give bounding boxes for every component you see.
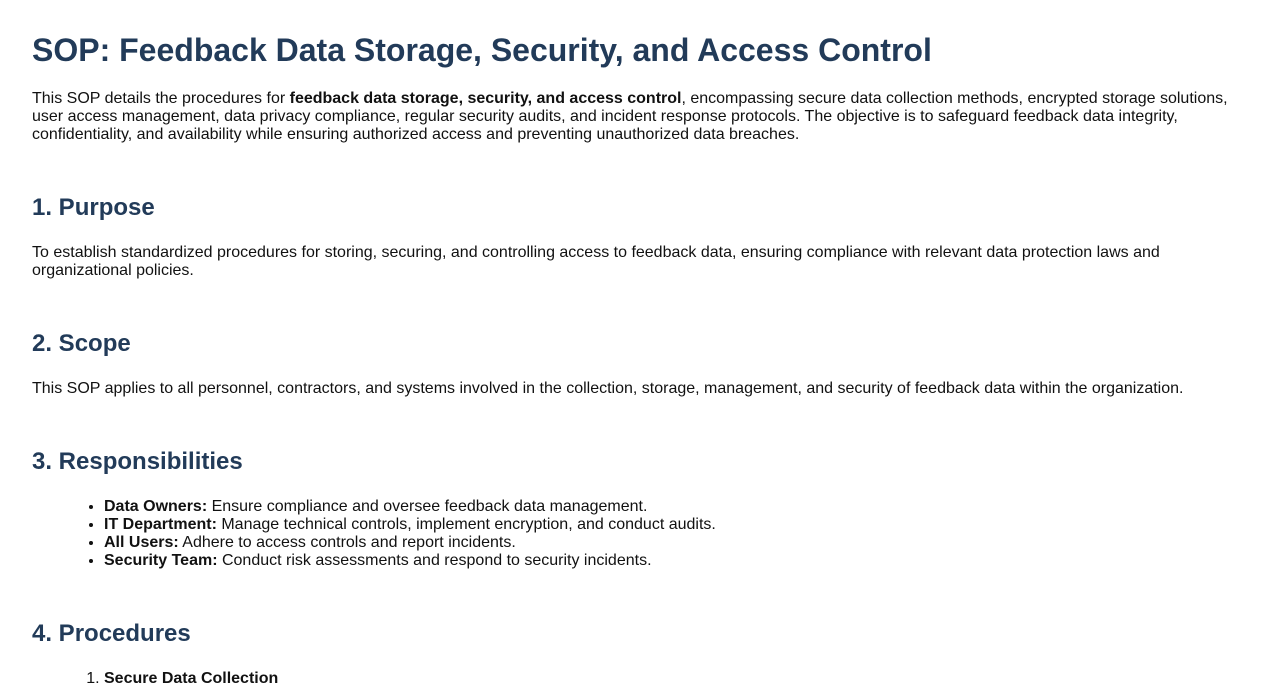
intro-text-after: , encompassing secure data collection methods, encrypted storage solutions, user access management, data privacy compliance, regular security audits, and incident response protocols. The objective is to safeguard feedback data integrity, confidentiality, and availability while ensuring authorized access and preventing unauthorized data breaches. [32, 90, 1228, 143]
role-label: Data Owners: [104, 498, 208, 515]
list-item [104, 516, 1231, 534]
list-item [104, 670, 1231, 688]
role-label: All Users: [104, 534, 179, 551]
section-heading-scope: 2. Scope [32, 330, 131, 357]
section-heading-purpose: 1. Purpose [32, 194, 155, 221]
role-description: Ensure compliance and oversee feedback data management. [207, 498, 648, 515]
purpose-text: To establish standardized procedures for storing, securing, and controlling access to feedback data, ensuring compliance with relevant data protection laws and organizational policies. [32, 244, 1160, 279]
intro-text-bold: feedback data storage, security, and access control [289, 90, 682, 107]
role-description: Adhere to access controls and report incidents. [178, 534, 516, 551]
intro-paragraph [32, 90, 1231, 144]
intro-text-before: This SOP details the procedures for [32, 90, 290, 107]
procedures-list [32, 670, 1231, 688]
section-heading-procedures: 4. Procedures [32, 620, 191, 647]
responsibilities-list [32, 498, 1231, 570]
list-item [104, 498, 1231, 516]
section-heading-responsibilities: 3. Responsibilities [32, 448, 243, 475]
role-label: Security Team: [104, 552, 218, 569]
list-item [104, 534, 1231, 552]
role-description: Conduct risk assessments and respond to security incidents. [217, 552, 652, 569]
procedure-label: Secure Data Collection [104, 670, 279, 687]
role-label: IT Department: [104, 516, 217, 533]
role-description: Manage technical controls, implement encryption, and conduct audits. [216, 516, 716, 533]
scope-text: This SOP applies to all personnel, contractors, and systems involved in the collection, storage, management, and security of feedback data within the organization. [32, 380, 1184, 397]
page-title: SOP: Feedback Data Storage, Security, and Access Control [32, 32, 932, 68]
list-item [104, 552, 1231, 570]
